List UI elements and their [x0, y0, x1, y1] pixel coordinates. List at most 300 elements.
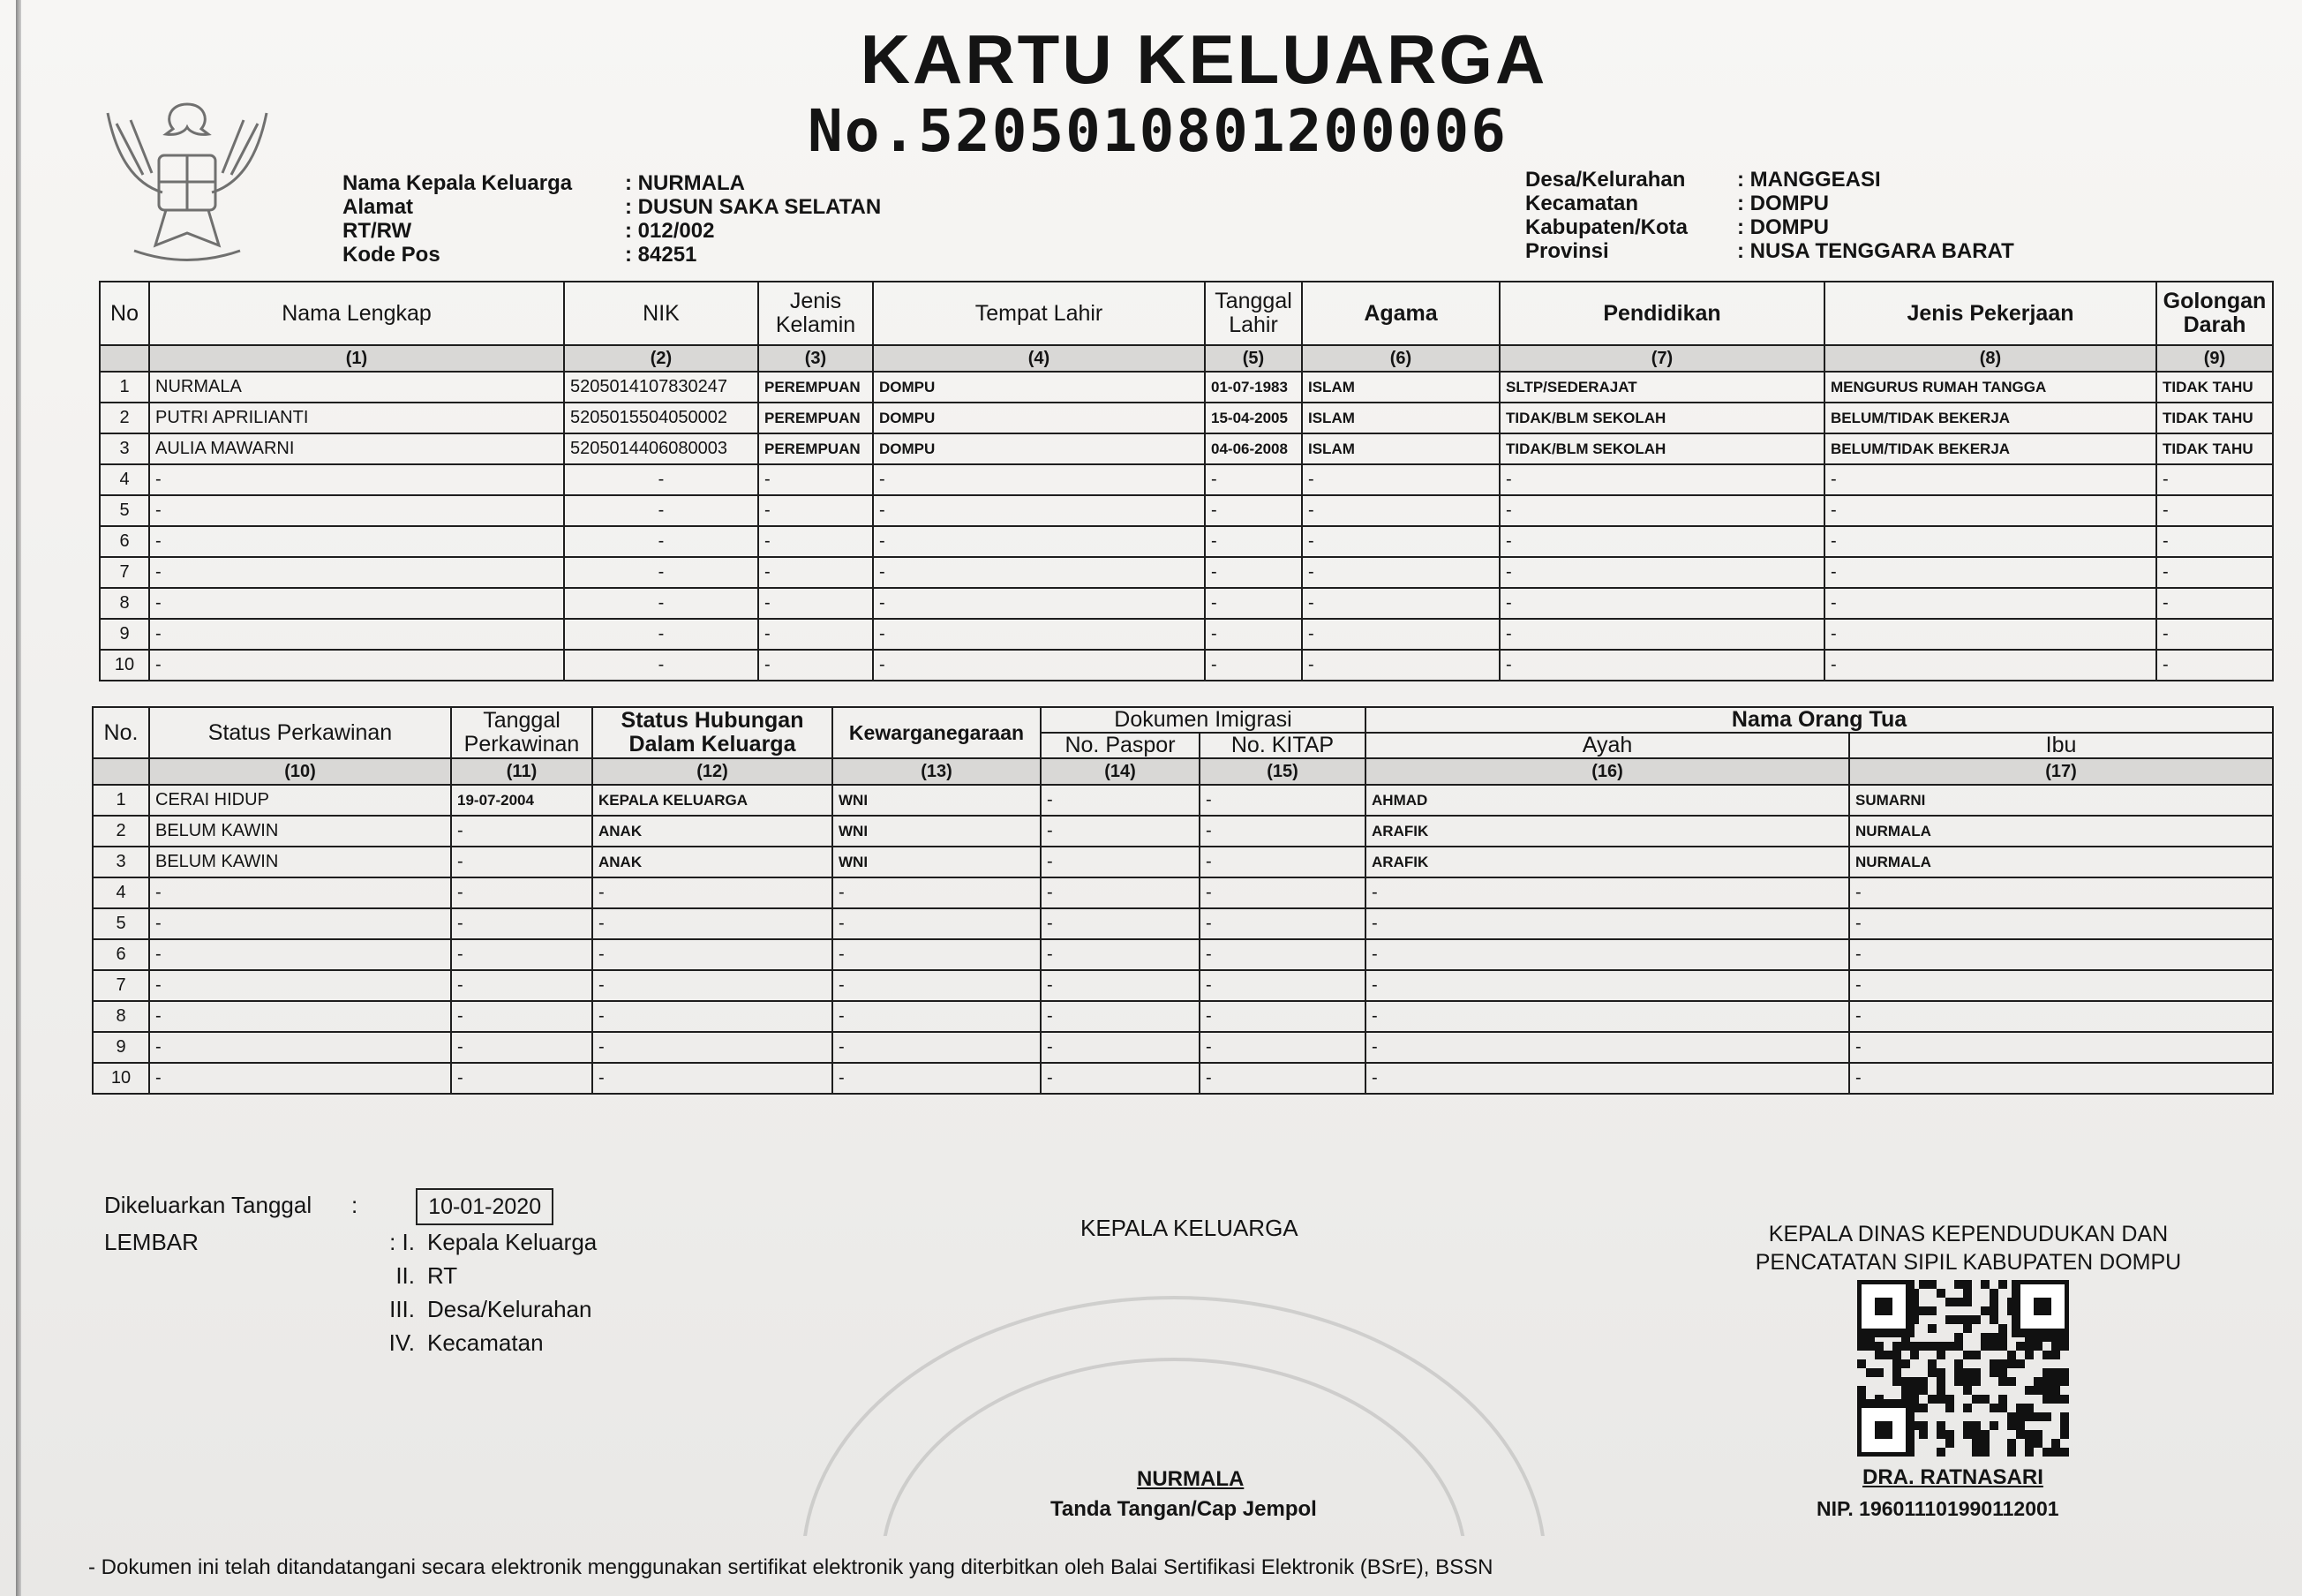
lembar-item-number: : I. — [389, 1229, 415, 1255]
header-field-label: Nama Kepala Keluarga — [342, 171, 573, 195]
table-cell: 04-06-2008 — [1205, 433, 1302, 464]
table-cell: 7 — [93, 970, 149, 1001]
table-cell: - — [873, 495, 1205, 526]
table-cell: - — [451, 970, 592, 1001]
table-cell: 9 — [93, 1032, 149, 1063]
table2-column-number: (12) — [592, 758, 832, 785]
table-cell: - — [1824, 588, 2156, 619]
table2-column-number: (14) — [1041, 758, 1200, 785]
table-cell: - — [832, 970, 1041, 1001]
header-status-hubungan: Status Hubungan Dalam Keluarga — [592, 707, 832, 758]
header-nama-orang-tua: Nama Orang Tua — [1365, 707, 2273, 733]
paper-fold-shadow — [16, 0, 21, 1596]
table2-column-number: (16) — [1365, 758, 1849, 785]
table-cell: - — [1824, 495, 2156, 526]
header-field — [342, 219, 881, 243]
table-cell: 19-07-2004 — [451, 785, 592, 816]
header-tanggal-perkawinan: Tanggal Perkawinan — [451, 707, 592, 758]
table-cell: 5 — [100, 495, 149, 526]
lembar-item-number: II. — [395, 1262, 415, 1289]
table-cell: TIDAK/BLM SEKOLAH — [1500, 403, 1824, 433]
family-members-table — [99, 281, 2274, 681]
table-cell: WNI — [832, 816, 1041, 847]
table1-header-cell: Agama — [1302, 282, 1500, 345]
table-cell: - — [1500, 650, 1824, 681]
table-cell: 4 — [93, 877, 149, 908]
table1-column-number: (3) — [758, 345, 873, 372]
kepala-keluarga-name: NURMALA — [1137, 1467, 1245, 1491]
table-cell: 15-04-2005 — [1205, 403, 1302, 433]
table-cell: - — [1365, 1001, 1849, 1032]
electronic-signature-note: - Dokumen ini telah ditandatangani secara elektronik menggunakan sertifikat elektronik yang diterbitkan oleh Balai Sertifikasi Elektronik (BSrE), BSSN — [88, 1555, 1493, 1579]
table-cell: 5205014406080003 — [564, 433, 758, 464]
header-field-value: : NUSA TENGGARA BARAT — [1737, 239, 2014, 263]
header-field-value: : DUSUN SAKA SELATAN — [625, 195, 882, 219]
table-cell: - — [1205, 464, 1302, 495]
family-status-table — [92, 706, 2274, 1095]
table-cell: BELUM KAWIN — [149, 816, 451, 847]
table-cell: - — [451, 877, 592, 908]
table-cell: 4 — [100, 464, 149, 495]
table-cell: - — [1302, 557, 1500, 588]
table-cell: - — [592, 908, 832, 939]
table-cell: 9 — [100, 619, 149, 650]
table-cell: 8 — [100, 588, 149, 619]
table-cell: - — [592, 970, 832, 1001]
table-cell: MENGURUS RUMAH TANGGA — [1824, 372, 2156, 403]
table-cell: - — [832, 1001, 1041, 1032]
table-cell: - — [1302, 464, 1500, 495]
table-cell: ANAK — [592, 847, 832, 877]
lembar-item — [371, 1326, 597, 1359]
table-cell: - — [1200, 816, 1365, 847]
table1-header-cell: Jenis Kelamin — [758, 282, 873, 345]
table-cell: KEPALA KELUARGA — [592, 785, 832, 816]
table-cell: - — [1302, 526, 1500, 557]
table-cell: - — [451, 1063, 592, 1094]
table-cell: - — [873, 557, 1205, 588]
table1-column-number: (9) — [2156, 345, 2273, 372]
dinas-title-line2: PENCATATAN SIPIL KABUPATEN DOMPU — [1755, 1250, 2182, 1275]
table-cell: TIDAK TAHU — [2156, 372, 2273, 403]
lembar-item — [371, 1225, 597, 1259]
table-cell: - — [149, 495, 564, 526]
garuda-emblem-icon — [81, 78, 293, 272]
table-cell: - — [1824, 619, 2156, 650]
table-cell: TIDAK TAHU — [2156, 433, 2273, 464]
table-cell: - — [1205, 526, 1302, 557]
header-field — [1525, 192, 2014, 215]
table-cell: - — [1824, 557, 2156, 588]
table-cell: - — [1205, 557, 1302, 588]
table-cell: - — [1365, 877, 1849, 908]
lembar-item — [371, 1292, 597, 1326]
kk-number-prefix: No. — [808, 97, 919, 165]
table-cell: - — [1041, 1001, 1200, 1032]
table-row — [93, 816, 2273, 847]
table-cell: - — [1302, 619, 1500, 650]
table-cell: NURMALA — [1849, 816, 2273, 847]
table-cell: - — [564, 464, 758, 495]
table-cell: - — [149, 526, 564, 557]
lembar-item-text: Kepala Keluarga — [427, 1229, 598, 1255]
table-cell: - — [564, 557, 758, 588]
lembar-item-number: III. — [389, 1296, 415, 1322]
table-cell: - — [149, 939, 451, 970]
table-cell: - — [451, 1001, 592, 1032]
dinas-official-name: DRA. RATNASARI — [1862, 1465, 2043, 1489]
table-cell: - — [1200, 877, 1365, 908]
table1-header-cell: Golongan Darah — [2156, 282, 2273, 345]
header-kewarganegaraan: Kewarganegaraan — [832, 707, 1041, 758]
qr-code-icon — [1857, 1280, 2069, 1457]
table-row — [100, 588, 2273, 619]
table-cell: - — [592, 1063, 832, 1094]
table-cell: PEREMPUAN — [758, 433, 873, 464]
header-field-label: Kecamatan — [1525, 192, 1639, 215]
table-cell: - — [2156, 619, 2273, 650]
table-cell: - — [1500, 619, 1824, 650]
table-row — [93, 1063, 2273, 1094]
header-field — [1525, 215, 2014, 239]
table-cell: ISLAM — [1302, 433, 1500, 464]
table-cell: - — [2156, 650, 2273, 681]
table2-column-number: (15) — [1200, 758, 1365, 785]
table-cell: BELUM KAWIN — [149, 847, 451, 877]
table-cell: SLTP/SEDERAJAT — [1500, 372, 1824, 403]
table-cell: ARAFIK — [1365, 816, 1849, 847]
dinas-title — [1712, 1220, 2224, 1276]
table-cell: - — [451, 1032, 592, 1063]
table-row — [100, 372, 2273, 403]
table-cell: - — [1365, 970, 1849, 1001]
table-cell: - — [832, 1063, 1041, 1094]
header-dokumen-imigrasi: Dokumen Imigrasi — [1041, 707, 1365, 733]
table-cell: - — [1041, 908, 1200, 939]
table1-column-number: (1) — [149, 345, 564, 372]
table-cell: - — [1041, 1032, 1200, 1063]
table-cell: TIDAK/BLM SEKOLAH — [1500, 433, 1824, 464]
header-field-value: : 012/002 — [625, 219, 715, 243]
table-cell: - — [1824, 526, 2156, 557]
table-row — [100, 495, 2273, 526]
header-ayah: Ayah — [1365, 733, 1849, 758]
table-cell: - — [149, 557, 564, 588]
table-cell: - — [832, 1032, 1041, 1063]
table-row — [93, 877, 2273, 908]
dinas-title-line1: KEPALA DINAS KEPENDUDUKAN DAN — [1768, 1222, 2169, 1246]
table-cell: - — [149, 908, 451, 939]
table-cell: ARAFIK — [1365, 847, 1849, 877]
table1-header-cell: Nama Lengkap — [149, 282, 564, 345]
table-cell: 5205014107830247 — [564, 372, 758, 403]
table1-header-cell: Pendidikan — [1500, 282, 1824, 345]
table-cell: DOMPU — [873, 372, 1205, 403]
table-cell: - — [1200, 1032, 1365, 1063]
table-cell: - — [1849, 1001, 2273, 1032]
table-cell: - — [149, 970, 451, 1001]
table-row — [100, 403, 2273, 433]
table-cell: - — [592, 1032, 832, 1063]
table-cell: - — [873, 526, 1205, 557]
header-field-label: Desa/Kelurahan — [1525, 168, 1686, 192]
table-row — [100, 526, 2273, 557]
table-cell: - — [1205, 495, 1302, 526]
header-field — [1525, 168, 2014, 192]
kk-number-value: 5205010801200006 — [918, 97, 1508, 165]
table-cell: - — [1365, 1063, 1849, 1094]
table-cell: 10 — [93, 1063, 149, 1094]
table-cell: - — [1824, 650, 2156, 681]
table-cell: - — [1302, 588, 1500, 619]
table-cell: - — [1200, 939, 1365, 970]
table-cell: 2 — [93, 816, 149, 847]
table-cell: - — [1849, 970, 2273, 1001]
table-row — [93, 1032, 2273, 1063]
table-cell: - — [2156, 495, 2273, 526]
table-cell: - — [758, 464, 873, 495]
table-cell: - — [1200, 785, 1365, 816]
header-field-label: Kode Pos — [342, 243, 440, 267]
document-title: KARTU KELUARGA — [860, 20, 1548, 98]
table-cell: - — [758, 588, 873, 619]
table-cell: - — [1500, 588, 1824, 619]
table-cell: - — [1200, 1063, 1365, 1094]
header-field — [342, 243, 881, 267]
table-cell: - — [149, 464, 564, 495]
table-cell: - — [1200, 847, 1365, 877]
table-cell: - — [1365, 939, 1849, 970]
table-cell: ANAK — [592, 816, 832, 847]
header-field — [1525, 239, 2014, 263]
table1-header-cell: NIK — [564, 282, 758, 345]
table-cell: AULIA MAWARNI — [149, 433, 564, 464]
table1-column-number: (5) — [1205, 345, 1302, 372]
table-cell: 2 — [100, 403, 149, 433]
header-field-label: Provinsi — [1525, 239, 1609, 263]
table-cell: PEREMPUAN — [758, 403, 873, 433]
table-cell: - — [1365, 908, 1849, 939]
table-cell: ISLAM — [1302, 372, 1500, 403]
table1-column-number: (4) — [873, 345, 1205, 372]
table-cell: - — [758, 650, 873, 681]
table-row — [93, 970, 2273, 1001]
table-cell: 7 — [100, 557, 149, 588]
table1-header-cell: Tempat Lahir — [873, 282, 1205, 345]
table-cell: - — [451, 816, 592, 847]
table-cell: SUMARNI — [1849, 785, 2273, 816]
table-row — [100, 650, 2273, 681]
kepala-keluarga-title: KEPALA KELUARGA — [1080, 1215, 1298, 1241]
table-cell: - — [451, 908, 592, 939]
signature-caption: Tanda Tangan/Cap Jempol — [1050, 1497, 1317, 1521]
header-no-kitap: No. KITAP — [1200, 733, 1365, 758]
table-cell: - — [1041, 877, 1200, 908]
table-cell: - — [1302, 495, 1500, 526]
table-row — [93, 908, 2273, 939]
table-cell: 6 — [100, 526, 149, 557]
table-row — [100, 464, 2273, 495]
header-field — [342, 195, 881, 219]
table-cell: - — [1365, 1032, 1849, 1063]
table-cell: DOMPU — [873, 433, 1205, 464]
table1-header-cell: Tanggal Lahir — [1205, 282, 1302, 345]
table-cell: - — [451, 939, 592, 970]
table-cell: BELUM/TIDAK BEKERJA — [1824, 433, 2156, 464]
table-cell: - — [832, 877, 1041, 908]
table-cell: - — [149, 1063, 451, 1094]
lembar-item-text: Kecamatan — [427, 1329, 544, 1356]
table-cell: 1 — [93, 785, 149, 816]
table-cell: - — [1200, 1001, 1365, 1032]
table-cell: - — [1041, 816, 1200, 847]
lembar-item-number: IV. — [388, 1329, 415, 1356]
table-cell: 10 — [100, 650, 149, 681]
table-cell: 1 — [100, 372, 149, 403]
table-cell: - — [149, 619, 564, 650]
table-cell: - — [1041, 1063, 1200, 1094]
table-cell: - — [758, 619, 873, 650]
table2-column-number: (10) — [149, 758, 451, 785]
table-cell: - — [758, 557, 873, 588]
header-field-value: : DOMPU — [1737, 192, 1829, 215]
table2-column-number — [93, 758, 149, 785]
table-cell: - — [149, 588, 564, 619]
table-cell: NURMALA — [149, 372, 564, 403]
lembar-item-text: RT — [427, 1262, 458, 1289]
table-cell: - — [564, 619, 758, 650]
table-row — [100, 433, 2273, 464]
table1-column-number: (8) — [1824, 345, 2156, 372]
faint-stamp-watermark — [794, 1271, 1589, 1536]
table-cell: - — [2156, 557, 2273, 588]
table2-column-number: (17) — [1849, 758, 2273, 785]
table-row — [100, 619, 2273, 650]
issued-block — [104, 1188, 597, 1359]
table-cell: - — [1302, 650, 1500, 681]
table-cell: - — [149, 1032, 451, 1063]
table-cell: BELUM/TIDAK BEKERJA — [1824, 403, 2156, 433]
lembar-label: LEMBAR — [104, 1229, 199, 1255]
table-cell: - — [564, 588, 758, 619]
table-cell: PUTRI APRILIANTI — [149, 403, 564, 433]
table-row — [93, 785, 2273, 816]
table-cell: - — [1200, 908, 1365, 939]
table1-column-number: (7) — [1500, 345, 1824, 372]
table-cell: - — [2156, 526, 2273, 557]
table-cell: - — [873, 588, 1205, 619]
table-cell: - — [1041, 939, 1200, 970]
header-field-label: RT/RW — [342, 219, 412, 243]
table-cell: AHMAD — [1365, 785, 1849, 816]
table-cell: 6 — [93, 939, 149, 970]
table-cell: - — [1500, 557, 1824, 588]
table-cell: - — [1849, 1063, 2273, 1094]
table-cell: - — [1500, 464, 1824, 495]
table1-column-number: (6) — [1302, 345, 1500, 372]
table-row — [93, 847, 2273, 877]
dinas-official-nip: NIP. 196011101990112001 — [1817, 1497, 2059, 1520]
table-cell: - — [149, 877, 451, 908]
table-cell: - — [1200, 970, 1365, 1001]
table-cell: - — [832, 908, 1041, 939]
table-cell: ISLAM — [1302, 403, 1500, 433]
header-left — [342, 171, 881, 267]
table-cell: - — [2156, 464, 2273, 495]
table-cell: 3 — [100, 433, 149, 464]
table-cell: CERAI HIDUP — [149, 785, 451, 816]
table-cell: - — [592, 939, 832, 970]
header-field-label: Alamat — [342, 195, 414, 219]
table-cell: - — [1205, 650, 1302, 681]
table1-header-cell: Jenis Pekerjaan — [1824, 282, 2156, 345]
table-row — [100, 557, 2273, 588]
table-cell: - — [564, 650, 758, 681]
table-cell: - — [1849, 1032, 2273, 1063]
lembar-item — [371, 1259, 597, 1292]
header-right — [1525, 168, 2014, 263]
table-cell: - — [149, 650, 564, 681]
table-cell: - — [873, 619, 1205, 650]
table-cell: - — [1849, 908, 2273, 939]
header-field-value: : DOMPU — [1737, 215, 1829, 239]
table-cell: 5205015504050002 — [564, 403, 758, 433]
table-cell: - — [1500, 495, 1824, 526]
table-cell: - — [1849, 939, 2273, 970]
lembar-list — [371, 1225, 597, 1359]
header-no-paspor: No. Paspor — [1041, 733, 1200, 758]
table-cell: - — [832, 939, 1041, 970]
table-cell: - — [1041, 785, 1200, 816]
table2-column-number: (11) — [451, 758, 592, 785]
header-field-value: : MANGGEASI — [1737, 168, 1881, 192]
header-no: No. — [93, 707, 149, 758]
issued-label: Dikeluarkan Tanggal — [104, 1192, 312, 1218]
header-field — [342, 171, 881, 195]
table-cell: - — [1849, 877, 2273, 908]
table-cell: 8 — [93, 1001, 149, 1032]
table-cell: - — [1500, 526, 1824, 557]
header-status-perkawinan: Status Perkawinan — [149, 707, 451, 758]
table-cell: - — [873, 464, 1205, 495]
table-row — [93, 1001, 2273, 1032]
table-cell: 3 — [93, 847, 149, 877]
table2-column-number: (13) — [832, 758, 1041, 785]
table-cell: - — [592, 1001, 832, 1032]
table-cell: DOMPU — [873, 403, 1205, 433]
table-cell: - — [873, 650, 1205, 681]
header-field-value: : NURMALA — [625, 171, 745, 195]
table-cell: - — [149, 1001, 451, 1032]
table-cell: WNI — [832, 785, 1041, 816]
header-ibu: Ibu — [1849, 733, 2273, 758]
kk-number — [808, 97, 1508, 165]
table-row — [93, 939, 2273, 970]
table-cell: - — [2156, 588, 2273, 619]
table-cell: - — [1205, 619, 1302, 650]
table-cell: - — [592, 877, 832, 908]
lembar-item-text: Desa/Kelurahan — [427, 1296, 592, 1322]
table-cell: 01-07-1983 — [1205, 372, 1302, 403]
table1-column-number — [100, 345, 149, 372]
table-cell: WNI — [832, 847, 1041, 877]
table-cell: PEREMPUAN — [758, 372, 873, 403]
header-field-label: Kabupaten/Kota — [1525, 215, 1689, 239]
table-cell: - — [758, 495, 873, 526]
table1-column-number: (2) — [564, 345, 758, 372]
issued-colon: : — [351, 1192, 358, 1218]
table-cell: - — [1824, 464, 2156, 495]
